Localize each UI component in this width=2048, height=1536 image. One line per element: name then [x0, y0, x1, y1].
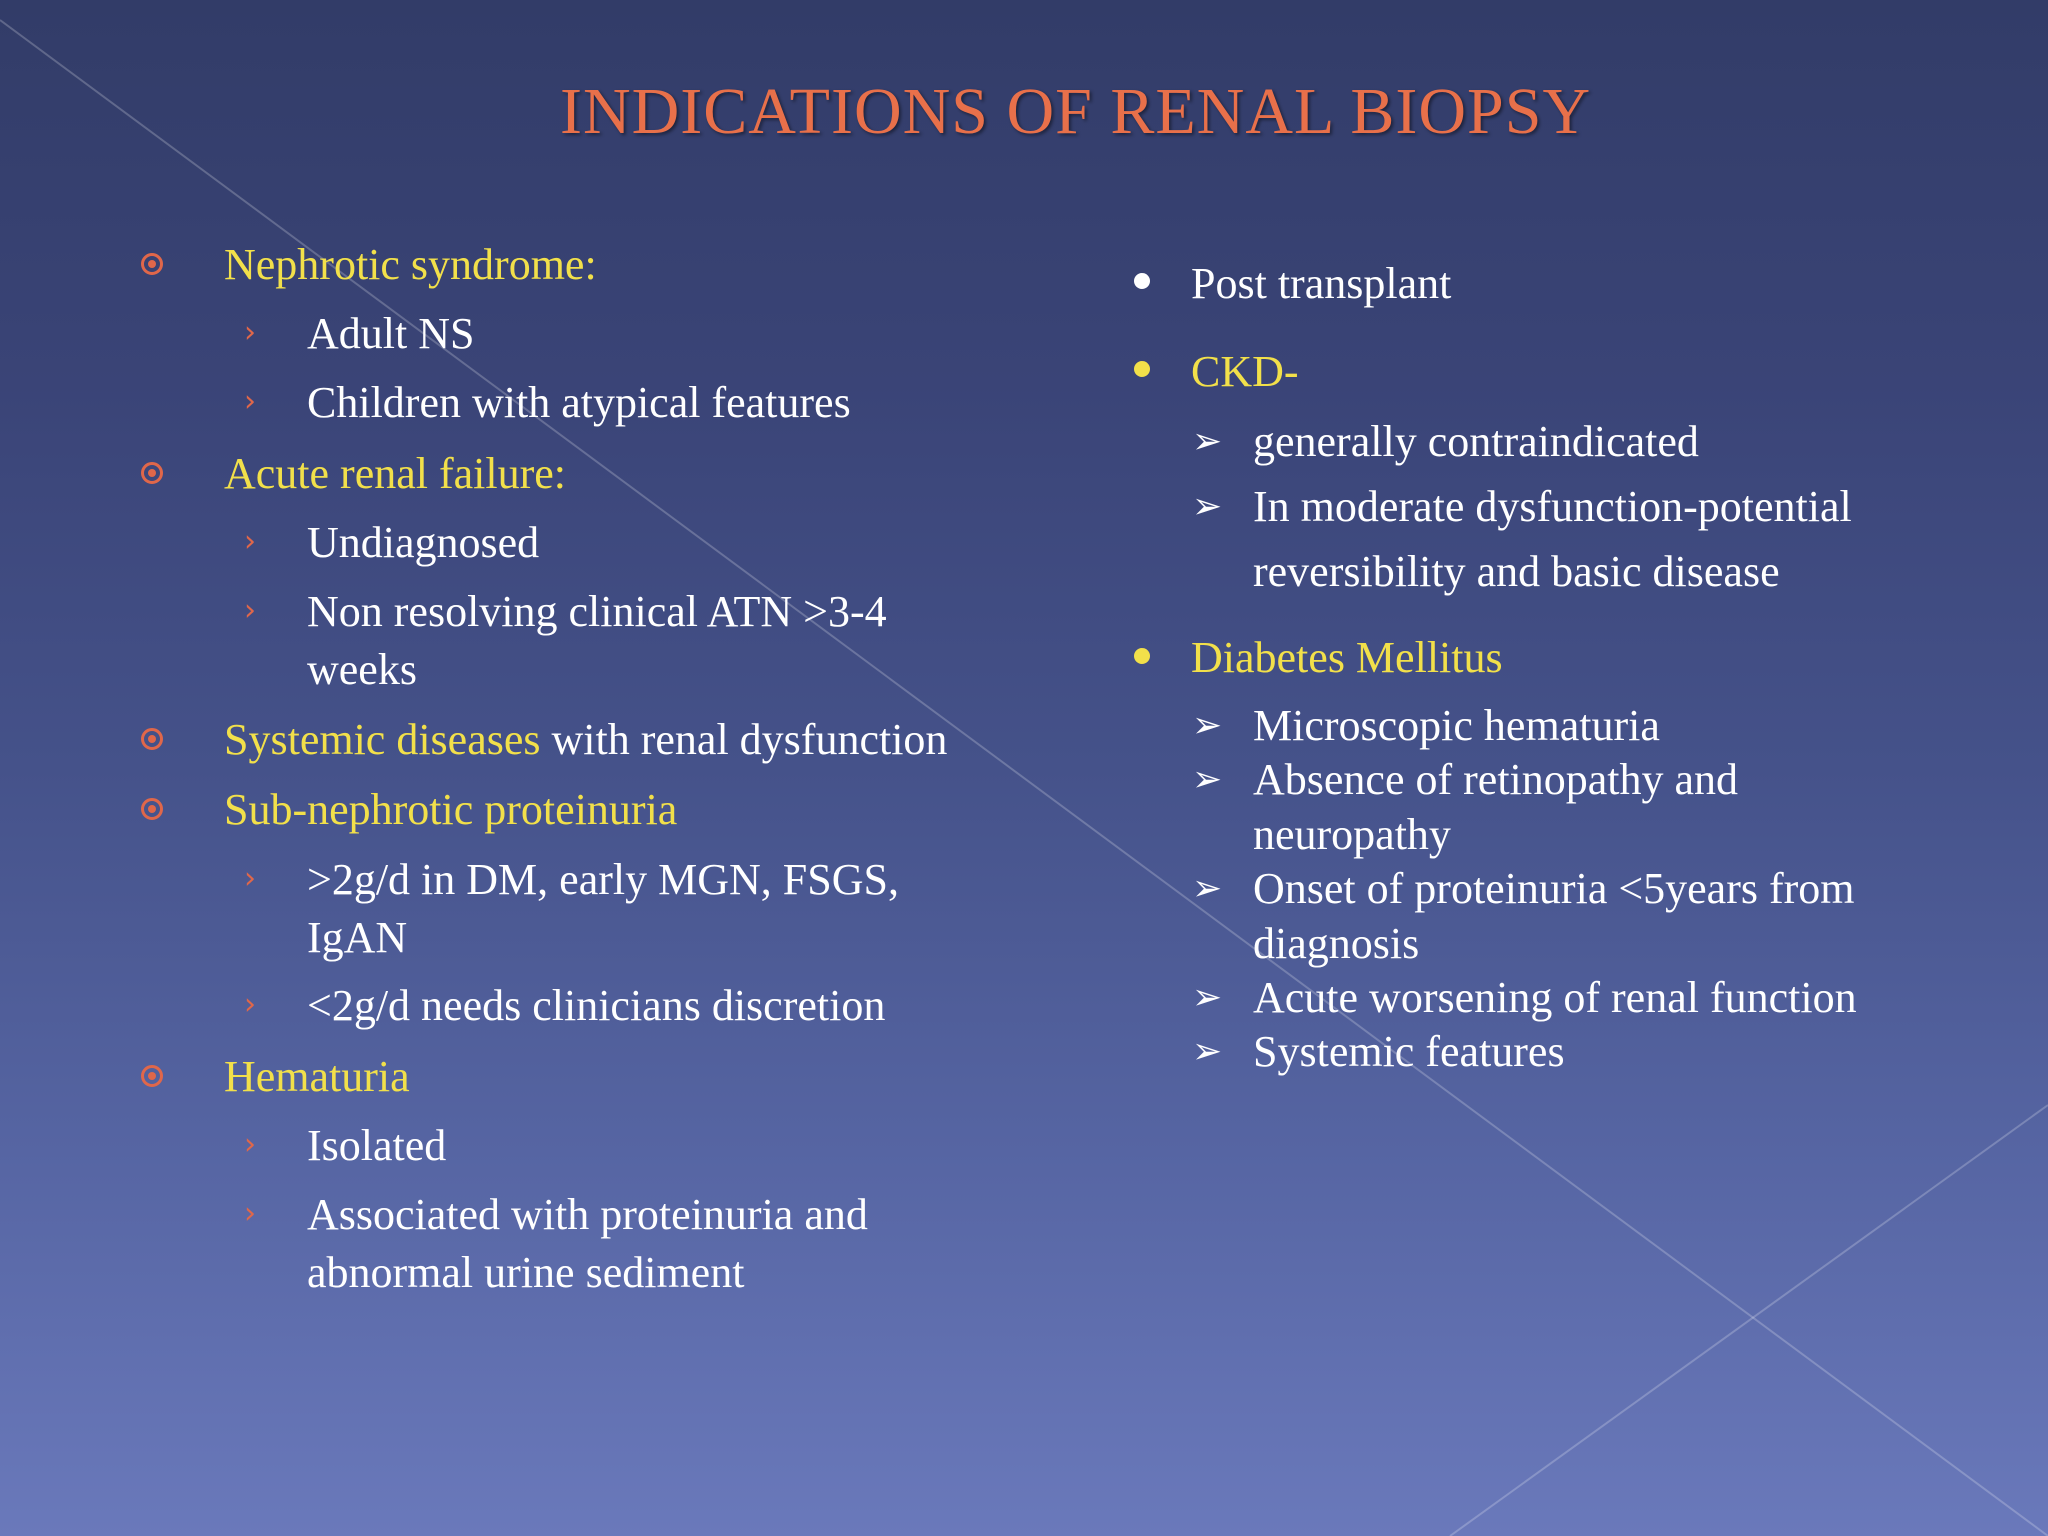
- systemic-rest-text: with renal dysfunction: [540, 715, 948, 764]
- list-item: Non resolving clinical ATN >3-4: [307, 587, 887, 636]
- circle-dot-bullet-icon: [141, 728, 163, 750]
- arrow-bullet-icon: ➢: [1192, 486, 1223, 527]
- circle-dot-bullet-icon: [141, 253, 163, 275]
- arrow-bullet-icon: ➢: [1192, 1031, 1223, 1072]
- circle-dot-bullet-icon: [141, 1065, 163, 1087]
- round-dot-bullet-icon: [1134, 648, 1150, 664]
- arrow-bullet-icon: ➢: [1192, 759, 1223, 800]
- arrow-bullet-icon: ➢: [1192, 421, 1223, 462]
- list-item-continuation: IgAN: [307, 913, 408, 962]
- list-item: In moderate dysfunction-potential: [1253, 482, 1852, 531]
- slide-title: INDICATIONS OF RENAL BIOPSY: [560, 75, 1592, 148]
- heading-sub-nephrotic-proteinuria: Sub-nephrotic proteinuria: [224, 785, 678, 834]
- list-item: Absence of retinopathy and: [1253, 755, 1739, 804]
- chevron-right-icon: ›: [244, 1127, 256, 1162]
- chevron-right-icon: ›: [244, 593, 256, 628]
- heading-nephrotic-syndrome: Nephrotic syndrome:: [224, 240, 597, 289]
- round-dot-bullet-icon: [1134, 361, 1150, 377]
- chevron-right-icon: ›: [244, 861, 256, 896]
- chevron-right-icon: ›: [244, 315, 256, 350]
- list-item: Children with atypical features: [307, 378, 851, 427]
- chevron-right-icon: ›: [244, 1196, 256, 1231]
- list-item-continuation: reversibility and basic disease: [1253, 547, 1780, 596]
- heading-ckd: CKD-: [1191, 347, 1299, 396]
- heading-acute-renal-failure: Acute renal failure:: [224, 449, 567, 498]
- list-item: Acute worsening of renal function: [1253, 973, 1857, 1022]
- heading-hematuria: Hematuria: [224, 1052, 410, 1101]
- list-item: Isolated: [307, 1121, 447, 1170]
- list-item: Adult NS: [307, 309, 475, 358]
- list-item: <2g/d needs clinicians discretion: [307, 981, 886, 1030]
- list-item-continuation: neuropathy: [1253, 810, 1451, 859]
- list-item: >2g/d in DM, early MGN, FSGS,: [307, 855, 899, 904]
- list-item: Undiagnosed: [307, 518, 540, 567]
- list-item: generally contraindicated: [1253, 417, 1699, 466]
- arrow-bullet-icon: ➢: [1192, 868, 1223, 909]
- systemic-heading-text: Systemic diseases: [224, 715, 541, 764]
- list-item-continuation: diagnosis: [1253, 919, 1420, 968]
- round-dot-bullet-icon: [1134, 273, 1150, 289]
- list-item-continuation: weeks: [307, 645, 417, 694]
- list-item: Microscopic hematuria: [1253, 701, 1660, 750]
- heading-systemic-diseases: [224, 715, 948, 764]
- list-item: Systemic features: [1253, 1027, 1565, 1076]
- list-item: Onset of proteinuria <5years from: [1253, 864, 1855, 913]
- item-post-transplant: Post transplant: [1191, 259, 1452, 308]
- chevron-right-icon: ›: [244, 987, 256, 1022]
- arrow-bullet-icon: ➢: [1192, 705, 1223, 746]
- list-item-continuation: abnormal urine sediment: [307, 1248, 745, 1297]
- arrow-bullet-icon: ➢: [1192, 977, 1223, 1018]
- circle-dot-bullet-icon: [141, 462, 163, 484]
- list-item: Associated with proteinuria and: [307, 1190, 868, 1239]
- chevron-right-icon: ›: [244, 524, 256, 559]
- chevron-right-icon: ›: [244, 384, 256, 419]
- circle-dot-bullet-icon: [141, 798, 163, 820]
- heading-diabetes-mellitus: Diabetes Mellitus: [1191, 633, 1503, 682]
